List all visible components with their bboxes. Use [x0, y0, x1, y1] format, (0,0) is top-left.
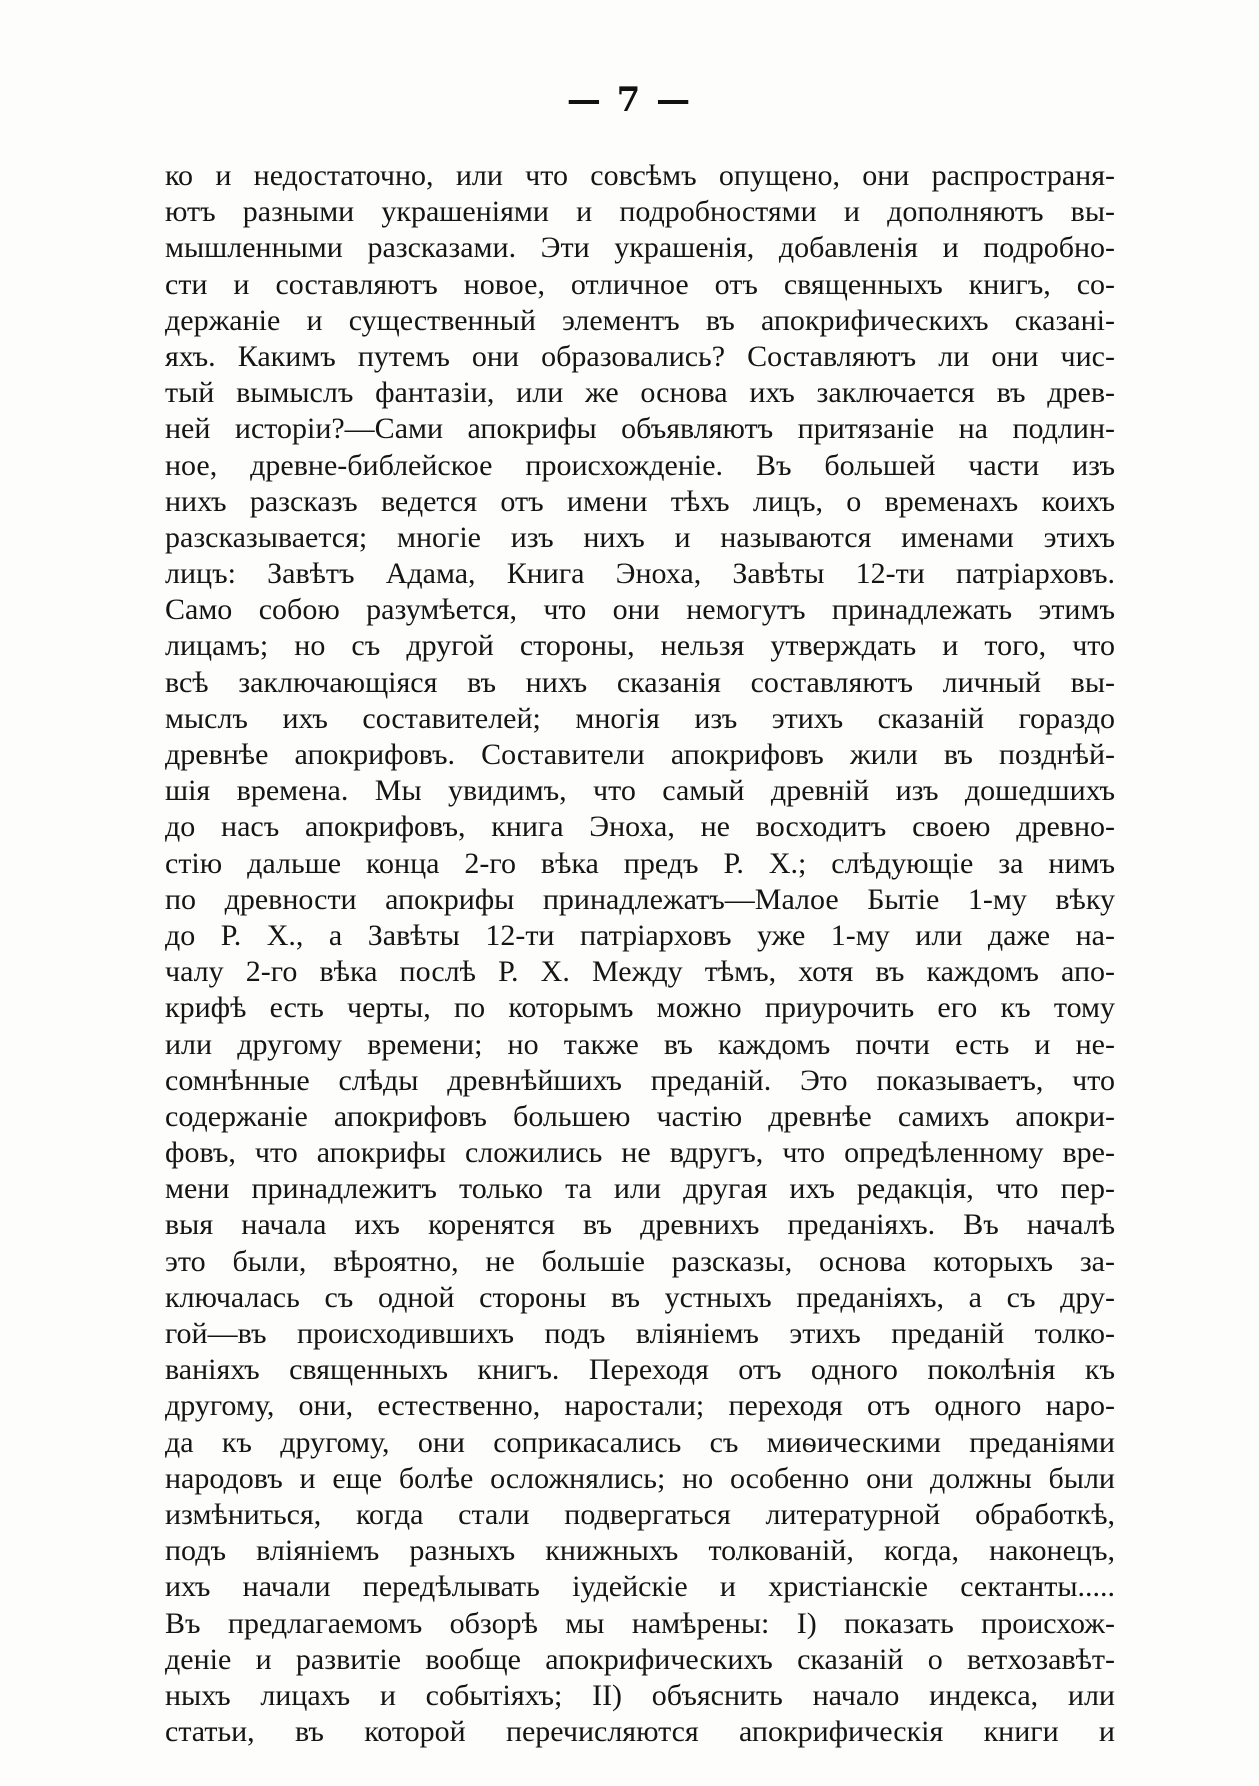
text-line: ютъ разными украшеніями и подробностями и дополняютъ вы-	[165, 195, 1115, 229]
text-line: ко и недостаточно, или что совсѣмъ опущено, они распространя-	[165, 159, 1115, 192]
body-text	[165, 158, 1115, 1750]
text-line: выя начала ихъ коренятся въ древнихъ преданіяхъ. Въ началѣ	[165, 1208, 1115, 1242]
text-line: до Р. Х., а Завѣты 12-ти патріарховъ уже 1-му или даже на-	[165, 918, 1115, 952]
text-line: до насъ апокрифовъ, книга Эноха, не восходитъ своею древно-	[165, 810, 1115, 844]
text-line: чалу 2-го вѣка послѣ Р. Х. Между тѣмъ, хотя въ каждомъ апо-	[165, 955, 1115, 989]
text-line: разсказывается; многіе изъ нихъ и называются именами этихъ	[165, 520, 1115, 554]
text-line: сомнѣнные слѣды древнѣйшихъ преданій. Это показываетъ, что	[165, 1063, 1115, 1097]
text-line: нихъ разсказъ ведется отъ имени тѣхъ лицъ, о временахъ коихъ	[165, 484, 1115, 518]
text-line: или другому времени; но также въ каждомъ почти есть и не-	[165, 1027, 1115, 1061]
text-line: да къ другому, они соприкасались съ миѳическими преданіями	[165, 1425, 1115, 1459]
text-line: держаніе и существенный элементъ въ апокрифическихъ сказані-	[165, 303, 1115, 337]
text-line: подъ вліяніемъ разныхъ книжныхъ толкованій, когда, наконецъ,	[165, 1534, 1115, 1568]
text-line: яхъ. Какимъ путемъ они образовались? Составляютъ ли они чис-	[165, 339, 1115, 373]
text-line: мышленными разсказами. Эти украшенія, добавленія и подробно-	[165, 231, 1115, 265]
text-line: ихъ начали передѣлывать іудейскіе и христіанскіе сектанты.....	[165, 1570, 1115, 1604]
text-line: стію дальше конца 2-го вѣка предъ Р. Х.; слѣдующіе за нимъ	[165, 846, 1115, 880]
text-line: тый вымыслъ фантазіи, или же основа ихъ заключается въ древ-	[165, 376, 1115, 410]
text-line: по древности апокрифы принадлежатъ—Малое Бытіе 1-му вѣку	[165, 882, 1115, 916]
text-line: мыслъ ихъ составителей; многія изъ этихъ сказаній гораздо	[165, 701, 1115, 735]
text-line: содержаніе апокрифовъ большею частію древнѣе самихъ апокри-	[165, 1099, 1115, 1133]
text-line: Само собою разумѣется, что они немогутъ принадлежать этимъ	[165, 593, 1115, 627]
text-line: мени принадлежитъ только та или другая ихъ редакція, что пер-	[165, 1172, 1115, 1206]
text-line: гой—въ происходившихъ подъ вліяніемъ этихъ преданій толко-	[165, 1317, 1115, 1350]
text-line: шія времена. Мы увидимъ, что самый древній изъ дошедшихъ	[165, 774, 1115, 808]
text-line: ваніяхъ священныхъ книгъ. Переходя отъ одного поколѣнія къ	[165, 1353, 1115, 1387]
text-line: лицъ: Завѣтъ Адама, Книга Эноха, Завѣты 12-ти патріарховъ.	[165, 557, 1115, 591]
text-line: народовъ и еще болѣе осложнялись; но особенно они должны были	[165, 1461, 1115, 1495]
page-number: — 7 —	[566, 80, 693, 120]
text-line: ключалась съ одной стороны въ устныхъ преданіяхъ, а съ дру-	[165, 1280, 1115, 1314]
text-line: древнѣе апокрифовъ. Составители апокрифовъ жили въ позднѣй-	[165, 738, 1115, 771]
text-line: это были, вѣроятно, не большіе разсказы, основа которыхъ за-	[165, 1244, 1115, 1278]
text-line: ныхъ лицахъ и событіяхъ; II) объяснить начало индекса, или	[165, 1678, 1115, 1712]
text-line: Въ предлагаемомъ обзорѣ мы намѣрены: I) показать происхож-	[165, 1606, 1115, 1640]
text-line: другому, они, естественно, наростали; переходя отъ одного наро-	[165, 1389, 1115, 1423]
text-line: деніе и развитіе вообще апокрифическихъ сказаній о ветхозавѣт-	[165, 1642, 1115, 1676]
text-line: ней исторіи?—Сами апокрифы объявляютъ притязаніе на подлин-	[165, 412, 1115, 446]
text-line: фовъ, что апокрифы сложились не вдругъ, что опредѣленному вре-	[165, 1136, 1115, 1170]
text-line: крифѣ есть черты, по которымъ можно приурочить его къ тому	[165, 991, 1115, 1025]
text-line: статьи, въ которой перечисляются апокрифическія книги и	[165, 1715, 1115, 1749]
text-line: всѣ заключающіяся въ нихъ сказанія составляютъ личный вы-	[165, 665, 1115, 699]
text-line: ное, древне-библейское происхожденіе. Въ большей части изъ	[165, 448, 1115, 482]
text-line: измѣниться, когда стали подвергаться литературной обработкѣ,	[165, 1497, 1115, 1531]
text-line: сти и составляютъ новое, отличное отъ священныхъ книгъ, со-	[165, 267, 1115, 301]
text-line: лицамъ; но съ другой стороны, нельзя утверждать и того, что	[165, 629, 1115, 663]
